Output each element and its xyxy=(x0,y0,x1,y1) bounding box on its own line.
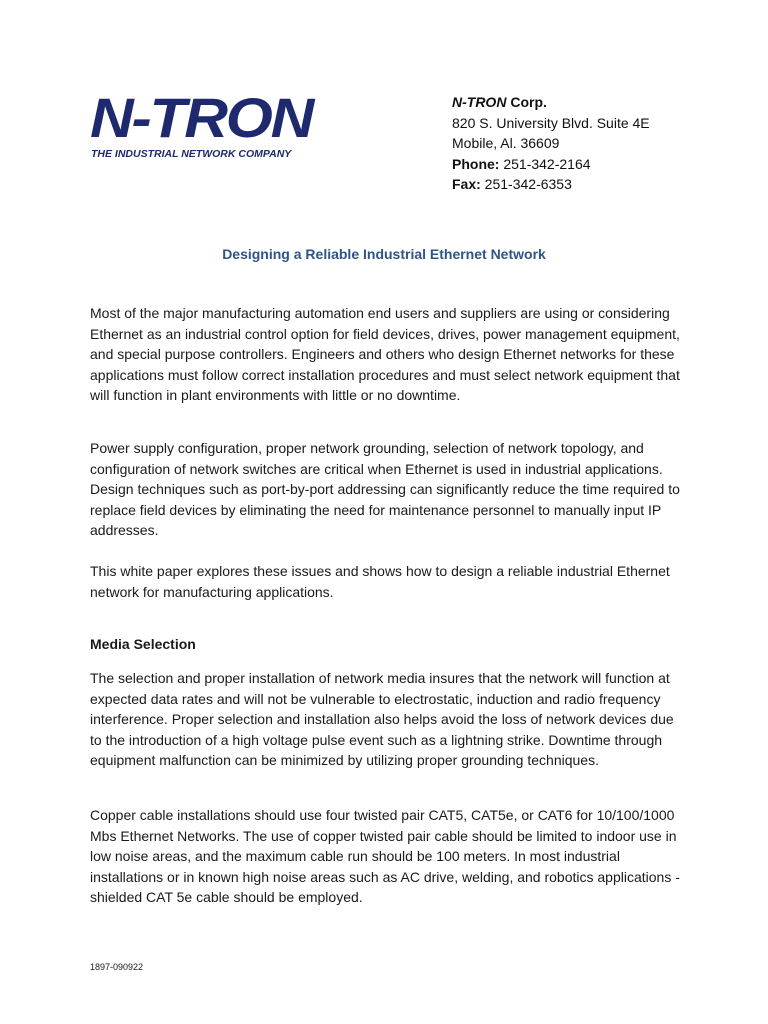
intro-paragraph-3-block xyxy=(90,561,680,602)
intro-paragraph: Power supply configuration, proper network grounding, selection of network topology, and configuration of network switches are critical when Ethernet is used in industrial applications. Design techniques such as port-by-port addressing can significantly reduce the time required to replace field devices by eliminating the need for maintenance personnel to manually input IP addresses. xyxy=(90,440,680,538)
logo-wordmark: N-TRON xyxy=(90,86,313,149)
fax-value: 251-342-6353 xyxy=(480,176,572,192)
company-name: N-TRON xyxy=(452,94,507,110)
section-paragraph: Copper cable installations should use four twisted pair CAT5, CAT5e, or CAT6 for 10/100/1000 Mbs Ethernet Networks. The use of copper twisted pair cable should be limited to indoor use in low noise areas, and the maximum cable run should be 100 meters. In most industrial installations or in known high noise areas such as AC drive, welding, and robotics applications - shielded CAT 5e cable should be employed. xyxy=(90,807,680,905)
intro-paragraph: This white paper explores these issues and shows how to design a reliable industrial Ethernet network for manufacturing applications. xyxy=(90,563,670,600)
fax-label: Fax: xyxy=(452,176,481,192)
section-paragraph: The selection and proper installation of network media insures that the network will function at expected data rates and will not be vulnerable to electrostatic, induction and radio frequency interference. Proper selection and installation also helps avoid the loss of network devices due to the introduction of a high voltage pulse event such as a lightning strike. Downtime through equipment malfunction can be minimized by utilizing proper grounding techniques. xyxy=(90,670,674,768)
intro-paragraph-2-block xyxy=(90,438,680,541)
phone-value: 251-342-2164 xyxy=(499,155,591,172)
fax-line xyxy=(452,174,650,195)
phone-line xyxy=(452,154,650,175)
footer-document-code: 1897-090922 xyxy=(90,962,144,972)
intro-paragraph-1-block xyxy=(90,303,680,406)
company-line xyxy=(452,92,650,113)
section-paragraph-2-block xyxy=(90,805,680,908)
company-suffix: Corp. xyxy=(506,94,547,110)
address-line-1: 820 S. University Blvd. Suite 4E xyxy=(452,114,650,131)
document-title: Designing a Reliable Industrial Ethernet Network xyxy=(222,246,546,262)
logo-tagline: THE INDUSTRIAL NETWORK COMPANY xyxy=(91,148,292,160)
contact-block xyxy=(452,92,650,195)
ntron-logo xyxy=(90,86,320,160)
address-line-2: Mobile, Al. 36609 xyxy=(452,135,560,151)
intro-paragraph: Most of the major manufacturing automation end users and suppliers are using or considering Ethernet as an industrial control option for field devices, drives, power management equipment, and special purpose controllers. Engineers and others who design Ethernet networks for these applications must follow correct installation procedures and must select network equipment that will function in plant environments with little or no downtime. xyxy=(90,305,680,403)
phone-label: Phone: xyxy=(452,155,500,172)
section-paragraph-1-block xyxy=(90,668,680,771)
section-heading-media-selection: Media Selection xyxy=(90,636,196,652)
